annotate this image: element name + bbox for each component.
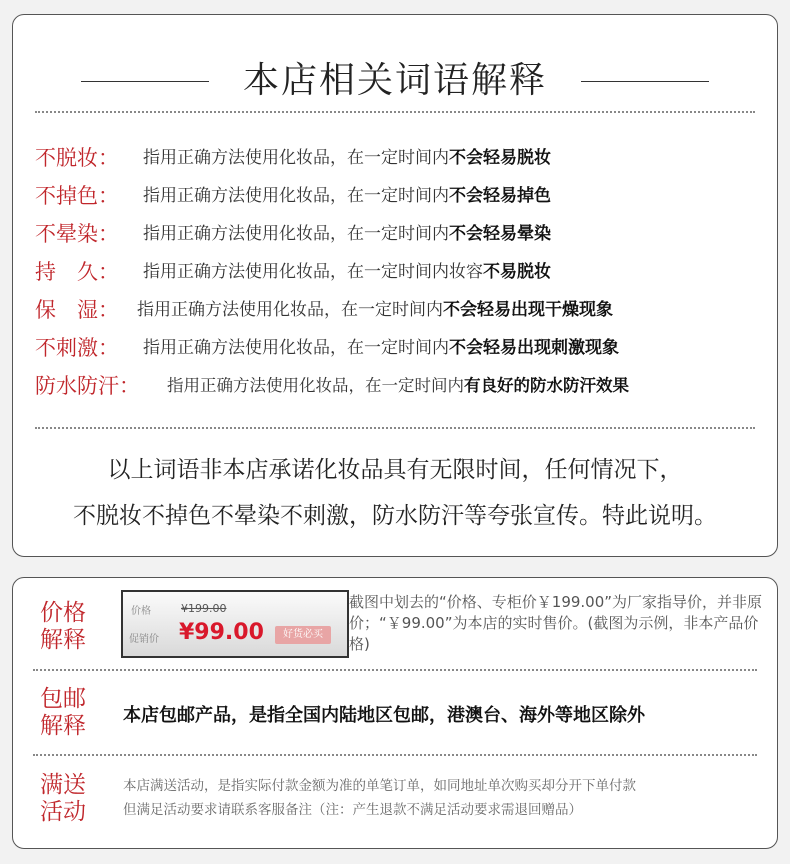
term-row: [35, 368, 759, 404]
term-row: [35, 330, 759, 366]
divider: [33, 754, 757, 756]
term-name: 不晕染：: [35, 222, 119, 246]
term-name: 不掉色：: [35, 184, 119, 208]
term-row: [35, 292, 759, 328]
orig-price: ¥199.00: [181, 602, 227, 615]
divider: [33, 669, 757, 671]
orig-price-label: 价格: [131, 606, 151, 617]
title-block: [13, 55, 777, 107]
divider: [35, 427, 755, 429]
policy-card: [12, 577, 778, 849]
shipping-text: 本店包邮产品，是指全国内陆地区包邮，港澳台、海外等地区除外: [123, 705, 645, 726]
term-name: 不脱妆：: [35, 146, 119, 170]
price-note: 截图中划去的“价格、专柜价￥199.00”为厂家指导价，并非原价；“￥99.00”为本店的实时售价。(截图为示例，非本产品价格): [349, 593, 763, 653]
term-name: 保 湿：: [35, 298, 119, 322]
notice-line: 不脱妆不掉色不晕染不刺激，防水防汗等夸张宣传。特此说明。: [73, 503, 717, 529]
term-desc: 指用正确方法使用化妆品，在一定时间内有良好的防水防汗效果: [167, 376, 629, 395]
term-row: [35, 140, 759, 176]
term-row: [35, 178, 759, 214]
term-desc: 指用正确方法使用化妆品，在一定时间内妆容不易脱妆: [143, 262, 551, 282]
divider: [35, 111, 755, 113]
shipping-label: 包邮 解释: [40, 686, 86, 739]
price-label: 价格 解释: [40, 600, 86, 653]
notice-line: 以上词语非本店承诺化妆品具有无限时间，任何情况下，: [107, 457, 683, 483]
promo-text: 本店满送活动，是指实际付款金额为准的单笔订单，如同地址单次购买却分开下单付款 但满足活动要求请联系客服备注（注：产生退款不满足活动要求需退回赠品）: [123, 778, 636, 818]
term-desc: 指用正确方法使用化妆品，在一定时间内不会轻易晕染: [143, 224, 551, 244]
price-example-image: [121, 590, 349, 658]
term-name: 防水防汗：: [35, 374, 140, 398]
promo-badge: 好货必买: [275, 626, 331, 644]
term-desc: 指用正确方法使用化妆品，在一定时间内不会轻易出现刺激现象: [143, 338, 619, 358]
term-row: [35, 216, 759, 252]
term-desc: 指用正确方法使用化妆品，在一定时间内不会轻易掉色: [143, 186, 551, 206]
promo-label: 满送 活动: [40, 772, 86, 825]
term-desc: 指用正确方法使用化妆品，在一定时间内不会轻易脱妆: [143, 148, 551, 168]
term-row: [35, 254, 759, 290]
promo-price-label: 促销价: [129, 634, 159, 645]
terms-card: [12, 14, 778, 557]
promo-price: ¥99.00: [179, 620, 264, 645]
term-desc: 指用正确方法使用化妆品，在一定时间内不会轻易出现干燥现象: [137, 300, 613, 320]
page-title: 本店相关词语解释: [242, 60, 547, 101]
term-name: 不刺激：: [35, 336, 119, 360]
term-name: 持 久：: [35, 260, 119, 284]
title-right-rule: [581, 81, 709, 82]
